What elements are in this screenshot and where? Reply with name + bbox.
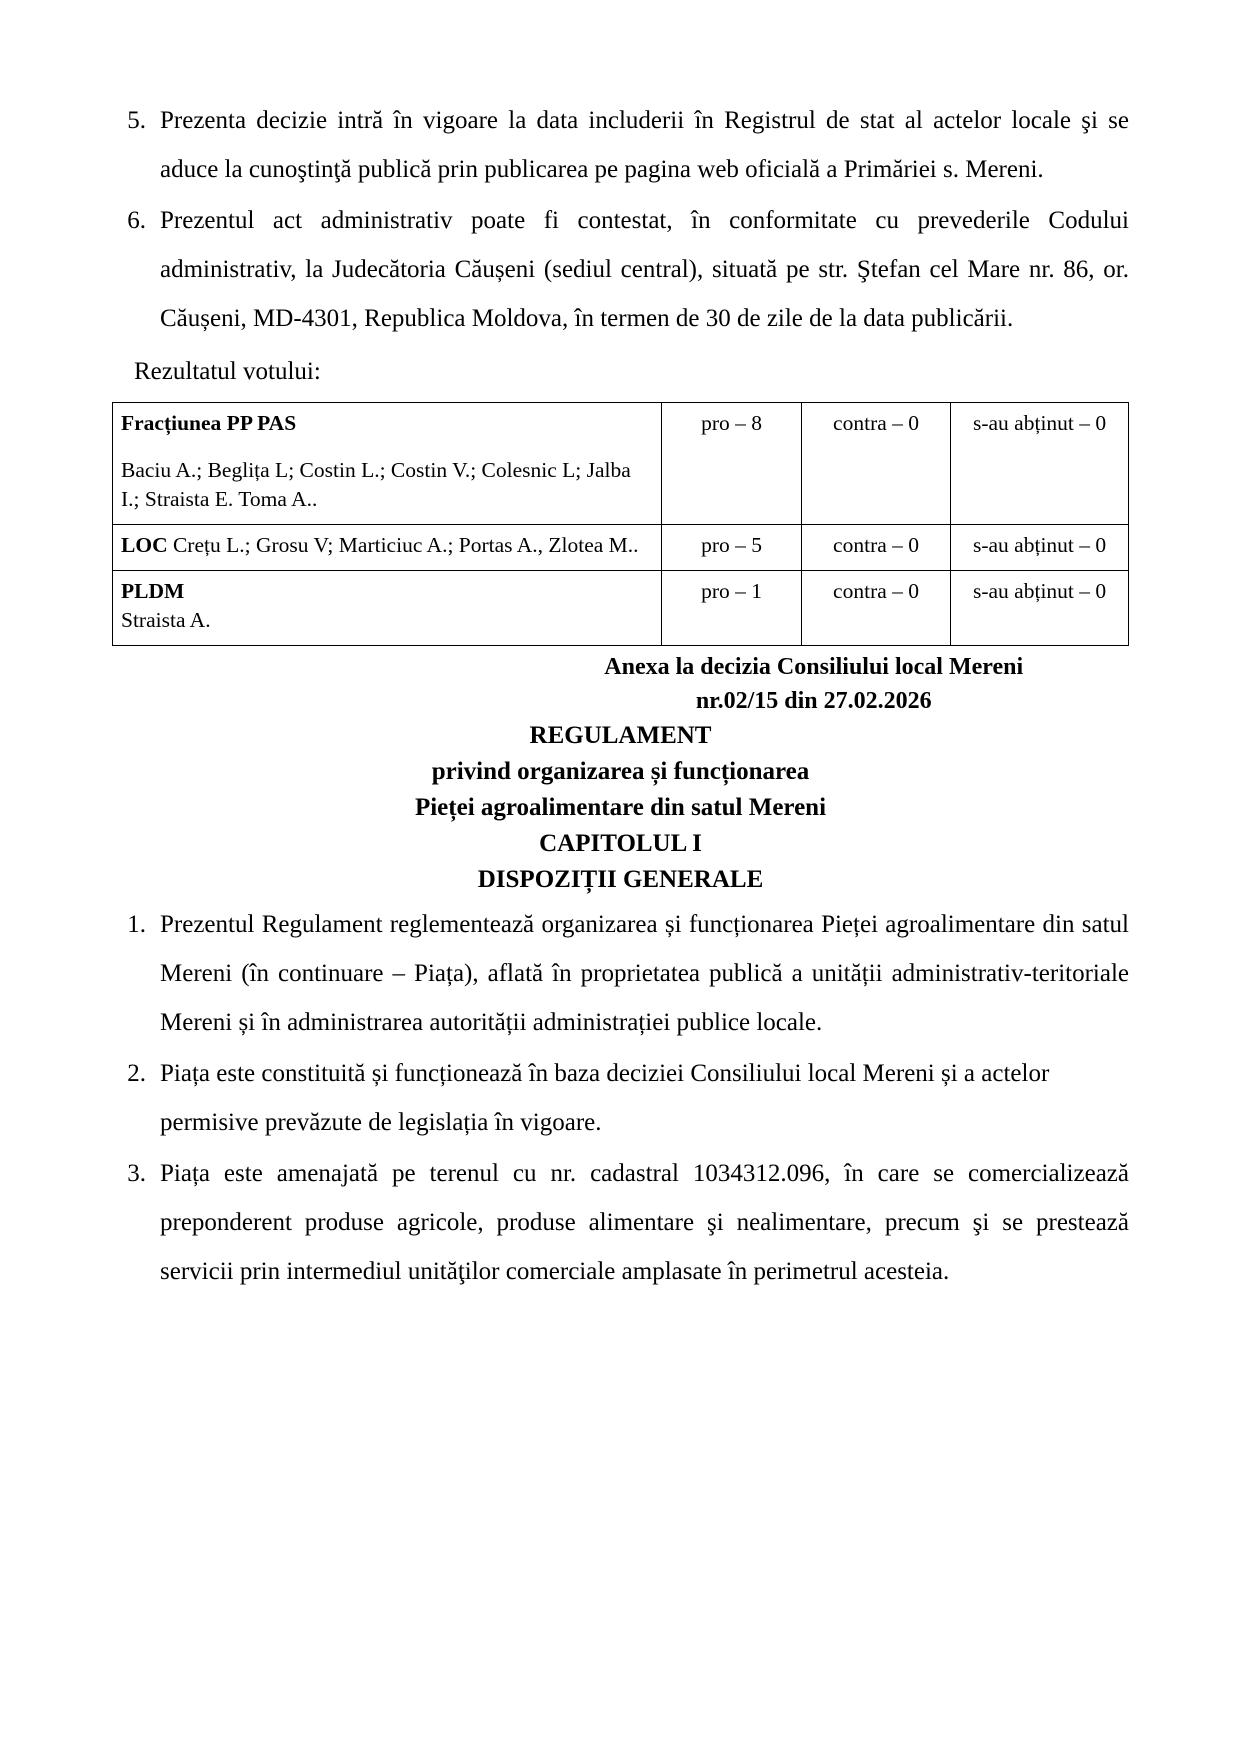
list-item-number: 1. bbox=[127, 911, 146, 938]
contra-cell: contra – 0 bbox=[801, 525, 950, 571]
list-item-number: 5. bbox=[127, 107, 146, 134]
pro-cell: pro – 5 bbox=[662, 525, 802, 571]
faction-cell bbox=[113, 571, 662, 646]
contra-cell: contra – 0 bbox=[801, 403, 950, 525]
faction-cell bbox=[113, 525, 662, 571]
list-item bbox=[112, 900, 1129, 1047]
list-item bbox=[112, 196, 1129, 343]
abtinut-cell: s-au abținut – 0 bbox=[951, 525, 1129, 571]
body-numbered-list bbox=[112, 900, 1129, 1296]
vote-result-label: Rezultatul votului: bbox=[134, 358, 321, 385]
regulation-subtitle-2: Pieței agroalimentare din satul Mereni bbox=[414, 794, 827, 821]
abtinut-cell: s-au abținut – 0 bbox=[951, 403, 1129, 525]
faction-name: PLDM bbox=[121, 579, 185, 603]
list-item-text: Prezentul Regulament reglementează organizarea și funcționarea Pieței agroalimentare din satul Mereni (în continuare – Piața), aflată în proprietatea publică a unității administrativ-teritoriale Mereni și în administrarea autorității administrației publice locale. bbox=[160, 911, 1129, 1036]
regulation-subtitle-1: privind organizarea și funcționarea bbox=[431, 758, 810, 785]
faction-cell bbox=[113, 403, 662, 525]
contra-cell: contra – 0 bbox=[801, 571, 950, 646]
regulation-title: REGULAMENT bbox=[529, 722, 712, 749]
table-row bbox=[113, 571, 1129, 646]
faction-name: LOC bbox=[121, 533, 168, 557]
faction-members: Baciu A.; Beglița L; Costin L.; Costin V.; Colesnic L; Jalba I.; Straista E. Toma A.. bbox=[121, 458, 631, 511]
table-row bbox=[113, 403, 1129, 525]
list-item-text: Piața este constituită și funcționează în baza deciziei Consiliului local Mereni și a actelor permisive prevăzute de legislația în vigoare. bbox=[160, 1060, 1050, 1136]
list-item-text: Piața este amenajată pe terenul cu nr. cadastral 1034312.096, în care se comercializează preponderent produse agricole, produse alimentare şi nealimentare, precum şi se prestează servicii prin intermediul unităţilor comerciale amplasate în perimetrul acesteia. bbox=[160, 1160, 1129, 1285]
list-item bbox=[112, 1049, 1129, 1147]
spacer bbox=[121, 438, 653, 456]
annex-line-1: Anexa la decizia Consiliului local Mereni bbox=[604, 654, 1024, 680]
list-item-text: Prezenta decizie intră în vigoare la data includerii în Registrul de stat al actelor locale şi se aduce la cunoştinţă publică prin publicarea pe pagina web oficială a Primăriei s. Mereni. bbox=[160, 107, 1129, 183]
list-item bbox=[112, 96, 1129, 194]
list-item-text: Prezentul act administrativ poate fi contestat, în conformitate cu prevederile Codului administrativ, la Judecătoria Căușeni (sediul central), situată pe str. Ştefan cel Mare nr. 86, or. Căușeni, MD-4301, Republica Moldova, în termen de 30 de zile de la data publicării. bbox=[160, 207, 1129, 332]
pro-cell: pro – 1 bbox=[662, 571, 802, 646]
vote-results-table bbox=[112, 402, 1129, 646]
faction-members: Crețu L.; Grosu V; Marticiuc A.; Portas A., Zlotea M.. bbox=[172, 533, 639, 557]
section-title: DISPOZIȚII GENERALE bbox=[477, 866, 764, 893]
abtinut-cell: s-au abținut – 0 bbox=[951, 571, 1129, 646]
pro-cell: pro – 8 bbox=[662, 403, 802, 525]
list-item-number: 6. bbox=[127, 207, 146, 234]
list-item-number: 2. bbox=[127, 1060, 146, 1087]
list-item bbox=[112, 1149, 1129, 1296]
list-item-number: 3. bbox=[127, 1160, 146, 1187]
annex-line-2: nr.02/15 din 27.02.2026 bbox=[695, 688, 932, 714]
table-row bbox=[113, 525, 1129, 571]
annex-header bbox=[498, 650, 1129, 718]
faction-members: Straista A. bbox=[121, 608, 211, 632]
faction-name: Fracțiunea PP PAS bbox=[121, 411, 297, 435]
chapter-title: CAPITOLUL I bbox=[539, 830, 702, 857]
top-numbered-list bbox=[112, 96, 1129, 343]
